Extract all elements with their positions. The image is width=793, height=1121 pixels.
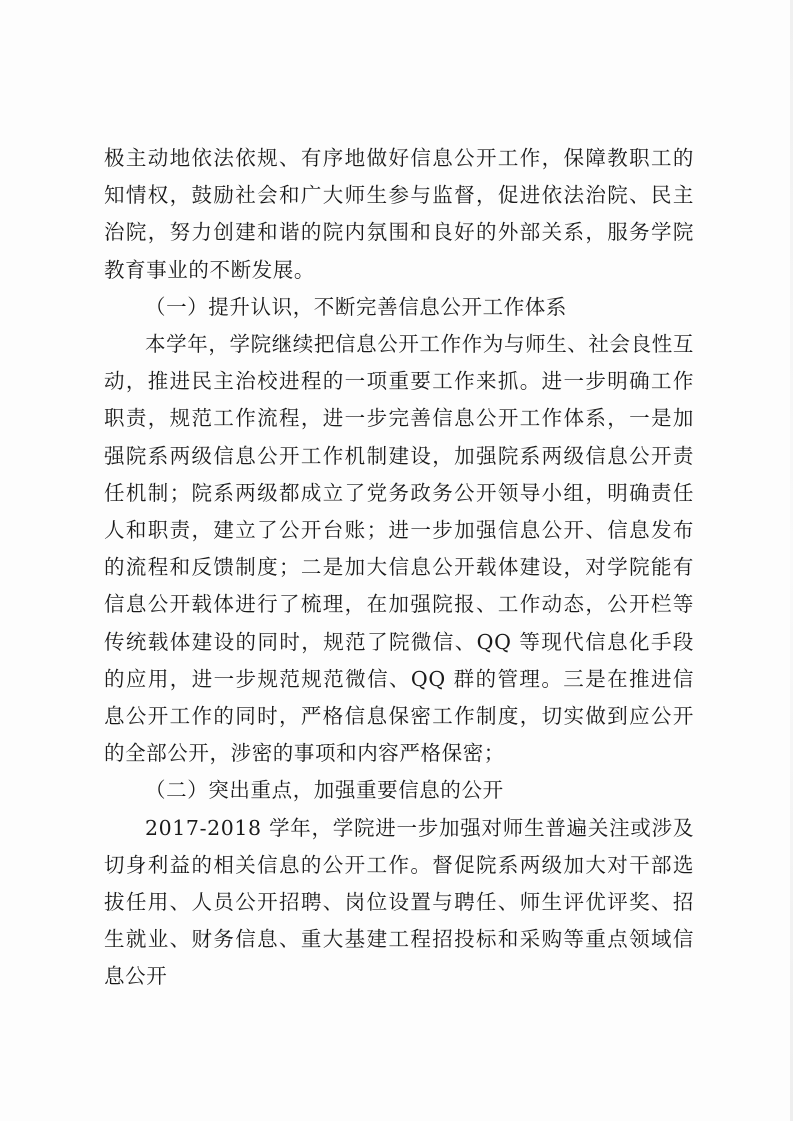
paragraph-section-two: 2017-2018 学年，学院进一步加强对师生普遍关注或涉及切身利益的相关信息的公开工作。督促院系两级加大对干部选拔任用、人员公开招聘、岗位设置与聘任、师生评优评奖、招生就业、财务信息、重大基建工程招投标和采购等重点领域信息公开 <box>104 815 694 989</box>
section-heading-two: （二）突出重点，加强重要信息的公开 <box>145 778 504 803</box>
document-body <box>104 140 694 996</box>
paragraph-continuation: 极主动地依法依规、有序地做好信息公开工作，保障教职工的知情权，鼓励社会和广大师生参与监督，促进依法治院、民主治院，努力创建和谐的院内氛围和良好的外部关系，服务学院教育事业的不断发展。 <box>104 146 694 282</box>
paragraph-section-one: 本学年，学院继续把信息公开工作作为与师生、社会良性互动，推进民主治校进程的一项重要工作来抓。进一步明确工作职责，规范工作流程，进一步完善信息公开工作体系，一是加强院系两级信息公开工作机制建设，加强院系两级信息公开责任机制；院系两级都成立了党务政务公开领导小组，明确责任人和职责，建立了公开台账；进一步加强信息公开、信息发布的流程和反馈制度；二是加大信息公开载体建设，对学院能有信息公开载体进行了梳理，在加强院报、工作动态，公开栏等传统载体建设的同时，规范了院微信、QQ 等现代信息化手段的应用，进一步规范规范微信、QQ 群的管理。三是在推进信息公开工作的同时，严格信息保密工作制度，切实做到应公开的全部公开，涉密的事项和内容严格保密； <box>104 332 694 766</box>
section-heading-one: （一）提升认识，不断完善信息公开工作体系 <box>145 294 567 319</box>
